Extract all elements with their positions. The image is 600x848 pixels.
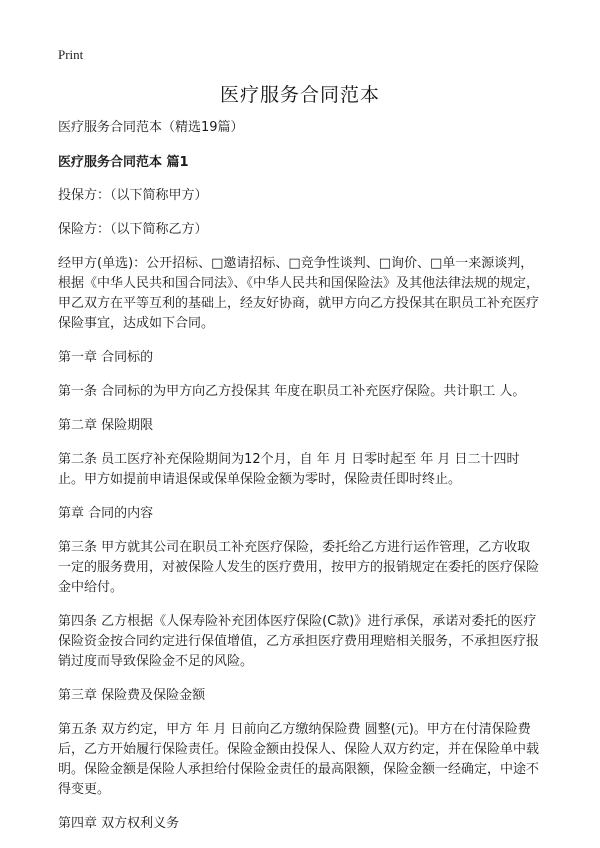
clause-paragraph: 第四条 乙方根据《人保寿险补充团体医疗保险(C款)》进行承保，承诺对委托的医疗保险资金按合同约定进行保值增值，乙方承担医疗费用理赔相关服务，不承担医疗报销过度而导致保险金不足的风险。 bbox=[58, 614, 540, 669]
preamble-paragraph: 经甲方(单选)：公开招标、□邀请招标、□竞争性谈判、□询价、□单一来源谈判，根据《中华人民共和国合同法》、《中华人民共和国保险法》及其他法律法规的规定，甲乙双方在平等互利的基础上，经友好协商，就甲方向乙方投保其在职员工补充医疗保险事宜，达成如下合同。 bbox=[58, 256, 540, 331]
document-subtitle: 医疗服务合同范本（精选19篇） bbox=[58, 120, 244, 135]
document-title: 医疗服务合同范本 bbox=[219, 84, 380, 106]
chapter-heading: 第三章 保险费及保险金额 bbox=[58, 688, 206, 703]
clause-paragraph: 第二条 员工医疗补充保险期间为12个月，自 年 月 日零时起至 年 月 日二十四时止。甲方如提前申请退保或保单保险金额为零时，保险责任即时终止。 bbox=[58, 452, 520, 487]
chapter-heading: 第四章 双方权利义务 bbox=[58, 816, 180, 831]
chapter-heading: 第章 合同的内容 bbox=[58, 506, 154, 521]
section-heading: 医疗服务合同范本 篇1 bbox=[58, 155, 189, 170]
print-link[interactable]: Print bbox=[58, 47, 84, 62]
clause-paragraph: 第五条 双方约定，甲方 年 月 日前向乙方缴纳保险费 圆整(元)。甲方在付清保险费后，乙方开始履行保险责任。保险金额由投保人、保险人双方约定，并在保险单中载明。保险金额是保险人承担给付保险金责任的最高限额，保险金额一经确定，中途不得变更。 bbox=[58, 722, 540, 797]
clause-paragraph: 第三条 甲方就其公司在职员工补充医疗保险，委托给乙方进行运作管理，乙方收取一定的服务费用，对被保险人发生的医疗费用，按甲方的报销规定在委托的医疗保险金中给付。 bbox=[58, 540, 540, 595]
document-body bbox=[58, 118, 542, 848]
clause-paragraph: 第一条 合同标的为甲方向乙方投保其 年度在职员工补充医疗保险。共计职工 人。 bbox=[58, 384, 526, 399]
party-b-line: 保险方：（以下简称乙方） bbox=[58, 222, 208, 237]
chapter-heading: 第二章 保险期限 bbox=[58, 418, 154, 433]
chapter-heading: 第一章 合同标的 bbox=[58, 350, 154, 365]
party-a-line: 投保方：（以下简称甲方） bbox=[58, 188, 208, 203]
